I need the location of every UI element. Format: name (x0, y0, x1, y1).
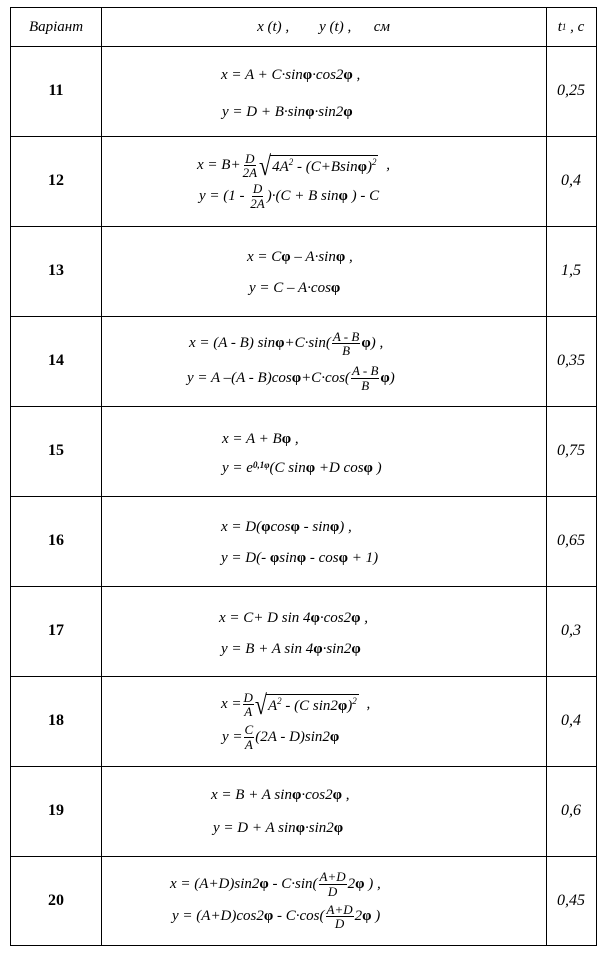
formula-part: x = (A+D)sin2 (170, 875, 260, 892)
fraction (326, 903, 354, 931)
phi-symbol: φ (351, 641, 361, 657)
formula-part: - C·cos( (273, 908, 325, 925)
formula-part: - sin (299, 519, 330, 535)
phi-symbol: φ (281, 249, 291, 265)
formula-part: - C·sin( (268, 875, 318, 892)
formula-x (222, 432, 546, 447)
formula-x (189, 330, 546, 358)
formula-cell-13 (102, 226, 546, 316)
phi-symbol: φ (355, 875, 365, 892)
header-variant: Варіант (28, 18, 84, 35)
variant-number: 19 (48, 802, 64, 819)
numerator: D (252, 181, 263, 196)
formula-x (211, 788, 546, 803)
formula-part: ) (371, 908, 381, 925)
phi-symbol: φ (361, 335, 371, 352)
formula-part: ) (366, 158, 372, 175)
formula-part: , (341, 787, 350, 803)
variant-number: 13 (48, 262, 64, 279)
formula-part: , (360, 610, 368, 626)
phi-symbol: φ (269, 550, 280, 566)
formula-part: y = C – A·cos (249, 280, 331, 296)
denominator: B (342, 343, 351, 359)
formula-cell-11 (102, 46, 546, 136)
formula-part: x = (A - B) sin (189, 335, 276, 352)
formula-x (221, 688, 546, 720)
formula-y (222, 461, 546, 476)
formula-y (222, 723, 546, 751)
formula-part: - (C+Bsin (293, 158, 358, 175)
variants-table (10, 7, 597, 946)
formula-part: ) (372, 460, 382, 476)
variant-number: 15 (48, 442, 64, 459)
formula-x (170, 870, 546, 898)
formula-part: x = C (247, 249, 282, 265)
formula-part: x = B+ (197, 157, 241, 174)
variant-number: 11 (48, 82, 64, 99)
formula-part: y = B + A sin 4 (221, 641, 314, 657)
phi-symbol: φ (337, 697, 348, 714)
formula-part: - (C sin2 (281, 697, 338, 714)
formula-part: x = A + C·sin (221, 67, 303, 83)
denominator: 2A (242, 165, 258, 181)
formula-part: - cos (306, 550, 339, 566)
fraction (332, 330, 360, 358)
phi-symbol: φ (263, 908, 274, 925)
phi-symbol: φ (302, 67, 313, 83)
header-coordinates: x (t) , y (t) , см (257, 18, 390, 35)
phi-symbol: φ (310, 610, 320, 626)
phi-symbol: φ (291, 787, 302, 803)
formula-cell-14 (102, 316, 546, 406)
variant-number: 16 (48, 532, 64, 549)
formula-part: y = A –(A - B)cos (187, 369, 292, 386)
denominator: 2A (250, 195, 265, 211)
formula-x (221, 520, 546, 535)
formula-part: A (268, 697, 278, 714)
numerator: A - B (351, 363, 379, 378)
phi-symbol: φ (362, 908, 372, 925)
t1-value: 0,45 (557, 891, 585, 909)
formula-part: x = B + A sin (211, 787, 292, 803)
t1-value: 0,3 (561, 622, 581, 639)
variant-number: 14 (48, 352, 64, 369)
exponent: 2 (277, 695, 282, 706)
formula-part: sin (279, 550, 297, 566)
formula-part: cos (270, 519, 291, 535)
phi-symbol: φ (290, 519, 300, 535)
header-t1-main: t (557, 18, 562, 35)
formula-part: 4A (272, 158, 289, 175)
formula-part: ) (347, 697, 353, 714)
formula-y (199, 182, 546, 210)
formula-part: +C·sin( (284, 335, 331, 352)
radicand (266, 694, 359, 716)
formula-part: 2 (354, 908, 363, 925)
formula-part: y = (222, 728, 243, 745)
phi-symbol: φ (332, 787, 342, 803)
formula-x (247, 250, 546, 265)
formula-cell-18 (102, 676, 546, 766)
exponent: 0,1φ (252, 460, 270, 470)
denominator: D (327, 883, 338, 899)
phi-symbol: φ (338, 550, 348, 566)
radicand (270, 155, 378, 177)
formula-part: 2 (347, 875, 356, 892)
variant-number: 12 (48, 172, 64, 189)
phi-symbol: φ (330, 280, 341, 296)
phi-symbol: φ (380, 369, 390, 386)
formula-part: ·cos2 (312, 67, 344, 83)
fraction (243, 691, 254, 719)
formula-part: ) , (339, 519, 352, 535)
formula-part: + 1) (348, 550, 379, 566)
formula-part: x = C+ D sin 4 (219, 610, 311, 626)
fraction (351, 364, 379, 392)
phi-symbol: φ (291, 369, 302, 386)
phi-symbol: φ (295, 820, 305, 836)
formula-y (222, 105, 546, 120)
formula-part: )·(C + B sin (266, 187, 339, 204)
phi-symbol: φ (351, 610, 361, 626)
phi-symbol: φ (275, 335, 285, 352)
t1-value: 1,5 (561, 262, 581, 279)
formula-part: y = D + B·sin (222, 104, 306, 120)
t1-value: 0,35 (557, 352, 585, 369)
phi-symbol: φ (329, 519, 340, 535)
phi-symbol: φ (363, 460, 373, 476)
phi-symbol: φ (305, 104, 315, 120)
t1-value: 0,6 (561, 802, 581, 819)
header-t1 (546, 8, 596, 46)
formula-y (213, 821, 546, 836)
t1-value: 0,25 (557, 82, 585, 99)
phi-symbol: φ (305, 460, 316, 476)
formula-part: , (382, 157, 390, 174)
formula-part: ) - C (347, 187, 380, 204)
formula-part: , (362, 696, 371, 713)
formula-part: y = (1 - (199, 187, 249, 204)
phi-symbol: φ (338, 187, 348, 204)
formula-part: ·sin2 (314, 104, 344, 120)
formula-part: – A·sin (290, 249, 336, 265)
phi-symbol: φ (329, 728, 340, 745)
variant-number: 17 (48, 622, 64, 639)
header-t1-unit: , c (566, 18, 585, 35)
phi-symbol: φ (296, 550, 307, 566)
t1-value: 0,75 (557, 442, 585, 459)
formula-part: y = D + A sin (213, 820, 296, 836)
formula-cell-19 (102, 766, 546, 856)
formula-part: , (345, 249, 353, 265)
phi-symbol: φ (357, 158, 367, 175)
fraction (319, 870, 347, 898)
square-root (254, 688, 359, 720)
formula-y (249, 281, 546, 296)
radical-sign: √ (254, 688, 267, 720)
formula-y (221, 551, 546, 566)
formula-y (221, 642, 546, 657)
formula-part: +C·cos( (301, 369, 350, 386)
formula-part: , (352, 67, 361, 83)
phi-symbol: φ (333, 820, 344, 836)
formula-part: (C sin (269, 460, 306, 476)
phi-symbol: φ (343, 67, 353, 83)
phi-symbol: φ (261, 519, 271, 535)
formula-part: ) , (370, 335, 384, 352)
numerator: A+D (326, 901, 353, 917)
header-t1-sub: 1 (561, 22, 567, 32)
variant-number: 18 (48, 712, 64, 729)
formula-part: y = e (222, 460, 253, 476)
formula-part: ) , (364, 875, 381, 892)
formula-cell-16 (102, 496, 546, 586)
numerator: D (245, 150, 255, 166)
t1-value: 0,4 (561, 712, 581, 729)
phi-symbol: φ (343, 104, 353, 120)
variant-number: 20 (48, 891, 64, 909)
formula-part: ) (389, 369, 395, 386)
formula-cell-20 (102, 856, 546, 945)
numerator: C (244, 722, 254, 737)
fraction (249, 182, 265, 210)
denominator: A (244, 736, 253, 752)
denominator: A (244, 704, 253, 720)
formula-part: ·sin2 (322, 641, 352, 657)
phi-symbol: φ (313, 641, 323, 657)
radical-sign: √ (259, 149, 272, 181)
phi-symbol: φ (335, 249, 346, 265)
exponent: 2 (352, 695, 357, 706)
fraction (244, 723, 255, 751)
formula-x (197, 149, 546, 181)
numerator: D (243, 689, 253, 705)
formula-cell-15 (102, 406, 546, 496)
formula-part: x = (221, 696, 242, 713)
square-root (259, 149, 378, 181)
exponent: 2 (288, 156, 294, 167)
formula-part: y = (A+D)cos2 (172, 908, 264, 925)
formula-y (172, 903, 546, 931)
phi-symbol: φ (281, 431, 292, 447)
formula-part: y = D(- (221, 550, 270, 566)
formula-y (187, 364, 546, 392)
formula-cell-12 (102, 136, 546, 226)
formula-part: x = D( (221, 519, 262, 535)
formula-part: ·sin2 (305, 820, 334, 836)
formula-part: , (291, 431, 299, 447)
formula-x (221, 68, 546, 83)
formula-x (219, 611, 546, 626)
formula-part: x = A + B (222, 431, 282, 447)
formula-cell-17 (102, 586, 546, 676)
t1-value: 0,65 (557, 532, 585, 549)
formula-part: ·cos2 (301, 787, 333, 803)
formula-part: ·cos2 (319, 610, 352, 626)
fraction (242, 152, 258, 180)
formula-part: +D cos (315, 460, 364, 476)
formula-part: (2A - D)sin2 (255, 728, 330, 745)
denominator: D (334, 916, 345, 932)
denominator: B (361, 377, 370, 393)
exponent: 2 (371, 156, 377, 167)
numerator: A - B (332, 328, 360, 344)
t1-value: 0,4 (561, 172, 581, 189)
numerator: A+D (319, 869, 346, 885)
phi-symbol: φ (259, 875, 269, 892)
